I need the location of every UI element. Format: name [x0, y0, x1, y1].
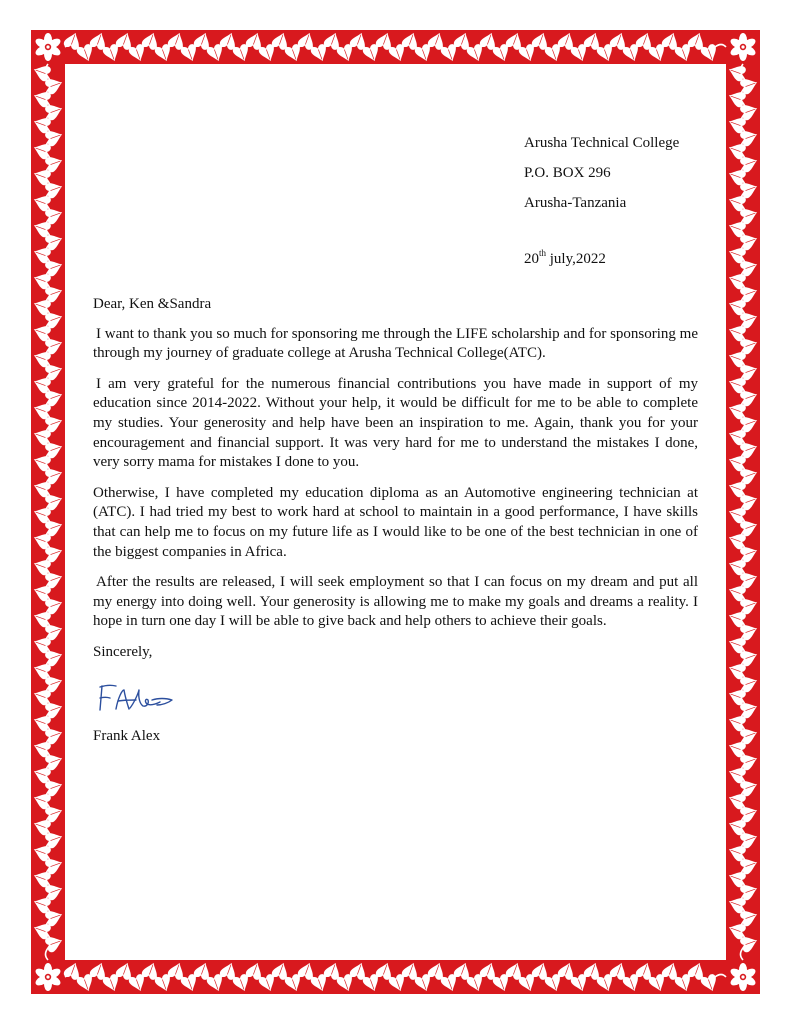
date-day: 20 — [524, 251, 539, 267]
paragraph-4: After the results are released, I will seek employment so that I can focus on my dream and put all my energy into doing well. Your generosity is allowing me to make my goals and dreams a reality. I hope in turn one day I will be able to give back and help others to achieve their goals. — [93, 574, 698, 630]
paragraph-1: I want to thank you so much for sponsoring me through the LIFE scholarship and for sponsoring me through my journey of graduate college at Arusha Technical College(ATC). — [93, 325, 698, 362]
sender-address-line-3: Arusha-Tanzania — [524, 195, 627, 211]
date-suffix: th — [539, 248, 547, 258]
salutation: Dear, Ken &Sandra — [93, 296, 212, 312]
sender-address-line-2: P.O. BOX 296 — [524, 165, 611, 181]
closing: Sincerely, — [93, 643, 153, 660]
signer-name: Frank Alex — [93, 728, 161, 744]
letter-date — [524, 250, 606, 268]
handwritten-signature — [94, 676, 184, 718]
paragraph-2: I am very grateful for the numerous financial contributions you have made in support of my education since 2014-2022. Without your help, it would be difficult for me to be able to complete my studies. Your generosity and help have been an inspiration to me. Again, thank you for your encouragement and financial support. It was very hard for me to understand the mistakes I done, very sorry mama for mistakes I done to you. — [93, 375, 698, 471]
letter-body — [93, 295, 698, 674]
sender-address-line-1: Arusha Technical College — [524, 135, 680, 151]
date-rest: july,2022 — [546, 251, 606, 267]
paragraph-3: Otherwise, I have completed my education diploma as an Automotive engineering technician at (ATC). I had tried my best to work hard at school to maintain in a good performance, I have skills that can help me to focus on my future life as I would like to be one of the best technician in one of the biggest companies in Africa. — [93, 484, 698, 560]
